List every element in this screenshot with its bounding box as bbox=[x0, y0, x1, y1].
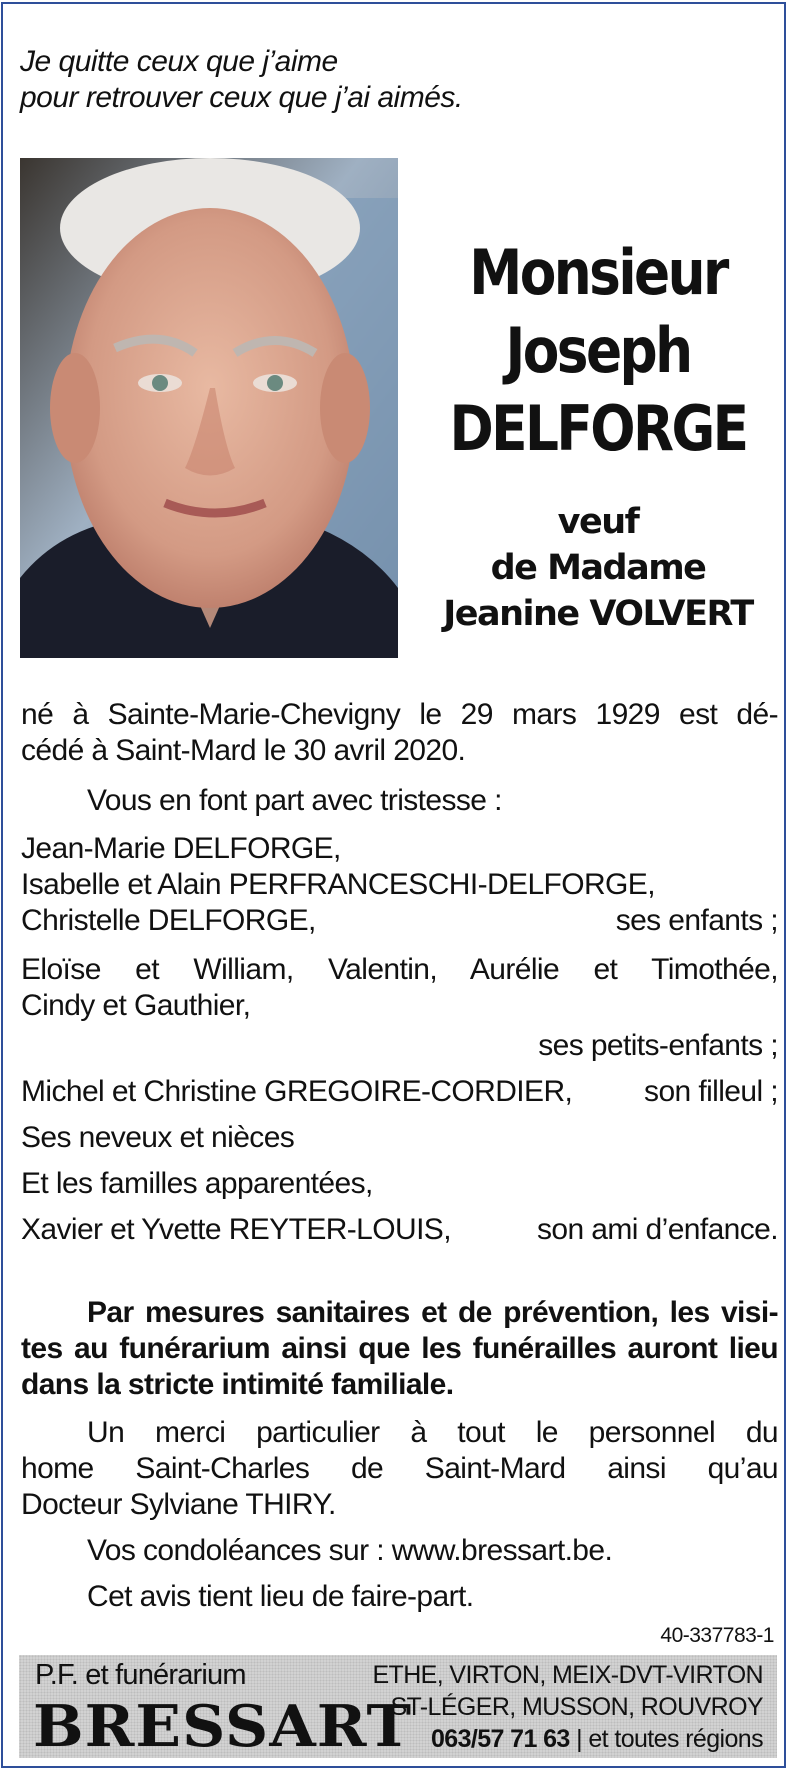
godson-names: Michel et Christine GREGOIRE-CORDIER, bbox=[21, 1075, 573, 1108]
thanks-line-1: Un merci particulier à tout le personnel du bbox=[87, 1416, 778, 1449]
spouse-line-2: de Madame bbox=[490, 548, 706, 588]
child-1: Jean-Marie DELFORGE, bbox=[21, 832, 341, 865]
locations-line-2: ST-LÉGER, MUSSON, ROUVROY bbox=[390, 1693, 763, 1721]
spouse-line-1: veuf bbox=[557, 502, 639, 542]
portrait-illustration bbox=[20, 158, 398, 658]
friend-label: son ami d’enfance. bbox=[536, 1213, 778, 1246]
regions-text: et toutes régions bbox=[588, 1725, 763, 1753]
deceased-last-name: DELFORGE bbox=[449, 392, 747, 465]
child-2: Isabelle et Alain PERFRANCESCHI-DELFORGE, bbox=[21, 868, 655, 901]
birth-death-line-1: né à Sainte-Marie-Chevigny le 29 mars 1929 est dé- bbox=[21, 698, 778, 731]
sanitary-line-1: Par mesures sanitaires et de prévention, les visi- bbox=[87, 1296, 778, 1329]
grandchildren-line-1: Eloïse et William, Valentin, Aurélie et Timothée, bbox=[21, 953, 778, 986]
thanks-line-3: Docteur Sylviane THIRY. bbox=[21, 1488, 336, 1521]
separator-bar: | bbox=[576, 1725, 589, 1753]
deceased-first-name: Joseph bbox=[505, 314, 691, 387]
friend-row bbox=[21, 1212, 778, 1248]
thanks-line-2: home Saint-Charles de Saint-Mard ainsi qu’au bbox=[21, 1452, 778, 1485]
announcement: Vous en font part avec tristesse : bbox=[87, 784, 502, 817]
nephews: Ses neveux et nièces bbox=[21, 1121, 295, 1154]
funeral-home-subtitle: P.F. et funérarium bbox=[35, 1659, 246, 1691]
quote-line-2: pour retrouver ceux que j’ai aimés. bbox=[20, 81, 463, 114]
obituary-notice bbox=[1, 2, 786, 1768]
spouse-line-3: Jeanine VOLVERT bbox=[443, 594, 753, 634]
child-3: Christelle DELFORGE, bbox=[21, 904, 316, 937]
sanitary-notice bbox=[21, 1295, 778, 1403]
phone-number: 063/57 71 63 bbox=[430, 1725, 570, 1753]
reference-number: 40-337783-1 bbox=[660, 1624, 774, 1647]
children-label: ses enfants ; bbox=[615, 904, 778, 937]
child-3-row bbox=[21, 903, 778, 939]
family-list bbox=[21, 831, 778, 1248]
birth-death-line-2: cédé à Saint-Mard le 30 avril 2020. bbox=[21, 734, 466, 767]
epitaph-quote bbox=[20, 44, 720, 116]
grandchildren-line-2: Cindy et Gauthier, bbox=[21, 989, 251, 1022]
sanitary-line-3: dans la stricte intimité familiale. bbox=[21, 1368, 454, 1401]
related-families: Et les familles apparentées, bbox=[21, 1167, 373, 1200]
funeral-home-banner bbox=[19, 1655, 777, 1758]
funeral-home-contact bbox=[372, 1659, 763, 1755]
thanks-text bbox=[21, 1415, 778, 1523]
grandchildren-label: ses petits-enfants ; bbox=[538, 1029, 778, 1062]
portrait-photo bbox=[20, 158, 398, 658]
locations-line-1: ETHE, VIRTON, MEIX-DVT-VIRTON bbox=[372, 1661, 763, 1689]
godson-label: son filleul ; bbox=[644, 1075, 778, 1108]
friend-names: Xavier et Yvette REYTER-LOUIS, bbox=[21, 1213, 451, 1246]
deceased-title: Monsieur bbox=[469, 236, 727, 309]
funeral-home-logo: BRESSART bbox=[33, 1693, 413, 1760]
sanitary-line-2: tes au funérarium ainsi que les funérailles auront lieu bbox=[21, 1332, 778, 1365]
condolences-text: Vos condoléances sur : www.bressart.be. bbox=[87, 1534, 613, 1567]
quote-line-1: Je quitte ceux que j’aime bbox=[20, 45, 338, 78]
birth-death-text bbox=[21, 697, 778, 769]
deceased-name bbox=[403, 234, 791, 468]
notice-text: Cet avis tient lieu de faire-part. bbox=[87, 1580, 474, 1613]
spouse-info bbox=[428, 499, 768, 637]
godson-row bbox=[21, 1074, 778, 1110]
contact-line bbox=[372, 1723, 763, 1755]
